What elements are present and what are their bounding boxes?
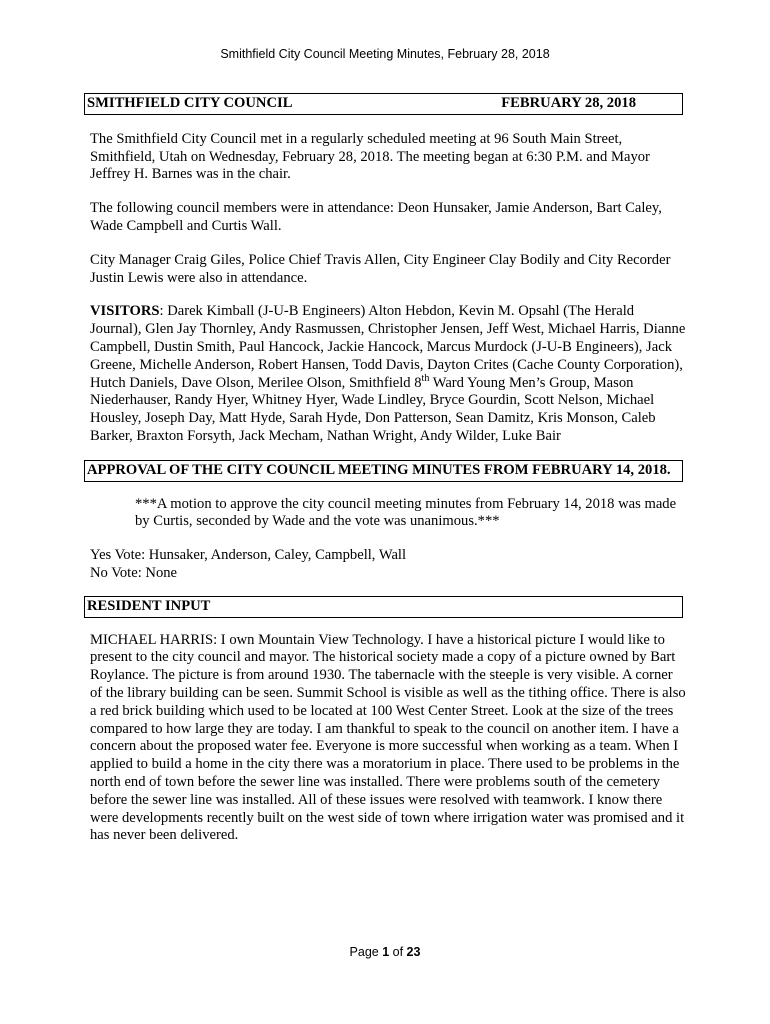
resident-input-heading: RESIDENT INPUT: [87, 597, 211, 614]
visitors-label: VISITORS: [90, 303, 160, 320]
council-name: SMITHFIELD CITY COUNCIL: [87, 95, 293, 111]
visitors-list-part1: : Darek Kimball (J-U-B Engineers) Alton Hebdon, Kevin M. Opsahl (The Herald Journal), Glen Jay Thornley, Andy Rasmussen, Christopher Jensen, Jeff West, Michael Harris, Dianne Campbell, Dustin Smith, Paul Hancock, Jackie Hancock, Marcus Murdock (J-U-B Engineers), Jack Greene, Michelle Anderson, Robert Hansen, Todd Davis, Dayton Crites (Cache County Corporation), Hutch Daniels, Dave Olson, Merilee Olson, Smithfield 8: [90, 303, 686, 391]
page-footer: [0, 945, 770, 959]
ordinal-superscript: th: [421, 372, 430, 384]
intro-paragraph: The Smithfield City Council met in a regularly scheduled meeting at 96 South Main Street, Smithfield, Utah on Wednesday, February 28, 2018. The meeting began at 6:30 P.M. and Mayor Jeffrey H. Barnes was in the chair.: [90, 130, 650, 183]
motion-paragraph: ***A motion to approve the city council meeting minutes from February 14, 2018 was made by Curtis, seconded by Wade and the vote was unanimous.***: [135, 495, 677, 530]
running-header: Smithfield City Council Meeting Minutes, February 28, 2018: [220, 47, 550, 61]
visitors-list-part2: Ward Young Men’s Group, Mason Niederhauser, Randy Hyer, Whitney Hyer, Wade Lindley, Bryce Gourdin, Scott Nelson, Michael Housley, Joseph Day, Matt Hyde, Sarah Hyde, Don Patterson, Sean Damitz, Kris Monson, Caleb Barker, Braxton Forsyth, Jack Mecham, Nathan Wright, Andy Wilder, Luke Bair: [90, 374, 656, 444]
attendance-paragraph: The following council members were in attendance: Deon Hunsaker, Jamie Anderson, Bart Caley, Wade Campbell and Curtis Wall.: [90, 200, 662, 234]
page-current: 1: [382, 945, 390, 959]
title-box: [84, 93, 683, 115]
staff-paragraph: City Manager Craig Giles, Police Chief Travis Allen, City Engineer Clay Bodily and City Recorder Justin Lewis were also in attendance.: [90, 251, 671, 286]
page-label: Page: [349, 945, 383, 959]
resident-input-heading-box: [84, 596, 683, 618]
yes-vote: Yes Vote: Hunsaker, Anderson, Caley, Campbell, Wall: [90, 547, 407, 564]
meeting-date: FEBRUARY 28, 2018: [501, 95, 636, 111]
page-of: of: [389, 945, 407, 959]
page-total: 23: [406, 945, 421, 959]
approval-heading: APPROVAL OF THE CITY COUNCIL MEETING MINUTES FROM FEBRUARY 14, 2018.: [87, 461, 671, 478]
resident-input-paragraph: MICHAEL HARRIS: I own Mountain View Technology. I have a historical picture I would like to present to the city council and mayor. The historical society made a copy of a picture owned by Bart Roylance. The picture is from around 1930. The tabernacle with the steeple is very visible. A corner of the library building can be seen. Summit School is visible as well as the tithing office. There is also a red brick building which used to be located at 100 West Center Street. Look at the size of the trees compared to how large they are today. I am thankful to speak to the council on another item. I have a concern about the proposed water fee. Everyone is more successful when working as a team. When I applied to build a home in the city there was a moratorium in place. There used to be problems in the north end of town before the sewer line was installed. There were problems south of the cemetery before the sewer line was installed. All of these issues were resolved with teamwork. I know there were developments recently built on the west side of town where irrigation water was promised and it has never been delivered.: [90, 631, 686, 844]
no-vote: No Vote: None: [90, 564, 178, 581]
visitors-paragraph: [90, 303, 687, 445]
approval-heading-box: [84, 460, 683, 482]
document-body: [87, 93, 687, 845]
vote-paragraph: [90, 547, 687, 583]
